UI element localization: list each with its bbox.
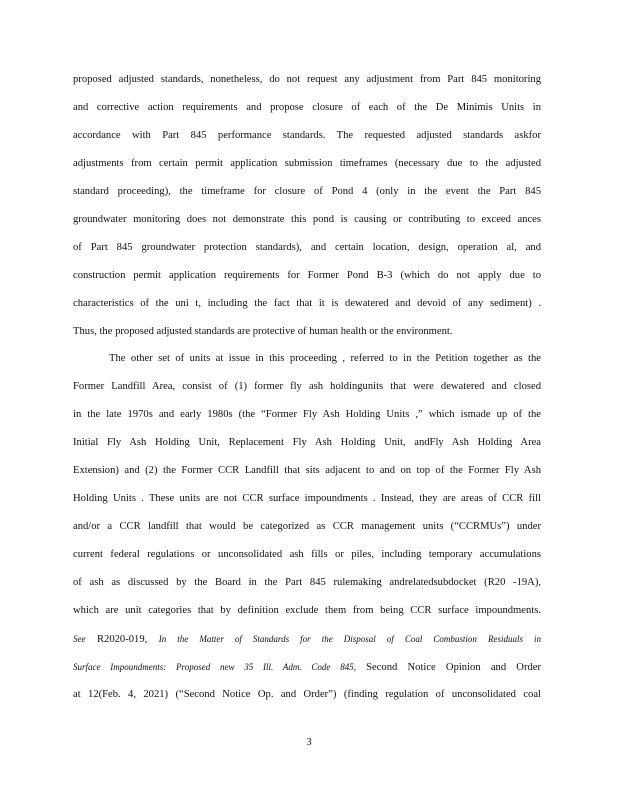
see-signal: See bbox=[73, 634, 86, 644]
citation-line bbox=[73, 660, 541, 674]
body-line: current federal regulations or unconsolidated ash fills or piles, including temporary accumulations bbox=[73, 549, 541, 560]
body-line: which are unit categories that by definition exclude them from being CCR surface impoundments. bbox=[73, 605, 541, 616]
body-line: in the late 1970s and early 1980s (the “Former Fly Ash Holding Units ,” which ismade up of the bbox=[73, 409, 541, 420]
paragraph-first-line: The other set of units at issue in this proceeding , referred to in the Petition together as the bbox=[109, 353, 541, 364]
body-line: Former Landfill Area, consist of (1) former fly ash holdingunits that were dewatered and closed bbox=[73, 381, 541, 392]
body-line: Extension) and (2) the Former CCR Landfill that sits adjacent to and on top of the Former Fly Ash bbox=[73, 465, 541, 476]
body-line: accordance with Part 845 performance standards. The requested adjusted standards askfor bbox=[73, 130, 541, 141]
body-line: characteristics of the uni t, including the fact that it is dewatered and devoid of any sediment) . bbox=[73, 298, 541, 309]
body-line: and corrective action requirements and propose closure of each of the De Minimis Units in bbox=[73, 102, 541, 113]
body-line: adjustments from certain permit application submission timeframes (necessary due to the adjusted bbox=[73, 158, 541, 169]
order-title: Second Notice Opinion and Order bbox=[366, 662, 541, 673]
body-line: Holding Units . These units are not CCR surface impoundments . Instead, they are areas of CCR fill bbox=[73, 493, 541, 504]
body-line: construction permit application requirements for Former Pond B-3 (which do not apply due to bbox=[73, 270, 541, 281]
body-line: groundwater monitoring does not demonstrate this pond is causing or contributing to exceed ances bbox=[73, 214, 541, 225]
docket-number: R2020-019, bbox=[96, 634, 148, 645]
body-line: standard proceeding), the timeframe for closure of Pond 4 (only in the event the Part 845 bbox=[73, 186, 541, 197]
case-title: In the Matter of Standards for the Disposal of Coal Combustion Residuals in bbox=[158, 634, 541, 644]
body-line: of ash as discussed by the Board in the Part 845 rulemaking andrelatedsubdocket (R20 -19A), bbox=[73, 577, 541, 588]
citation-line bbox=[73, 632, 541, 646]
body-line: at 12(Feb. 4, 2021) (“Second Notice Op. and Order”) (finding regulation of unconsolidated coal bbox=[73, 689, 541, 700]
body-line: of Part 845 groundwater protection standards), and certain location, design, operation al, and bbox=[73, 242, 541, 253]
paragraph-last-line: Thus, the proposed adjusted standards are protective of human health or the environment. bbox=[73, 326, 453, 337]
case-title-continued: Surface Impoundments: Proposed new 35 Ill. Adm. Code 845, bbox=[73, 662, 356, 672]
page-number: 3 bbox=[306, 737, 312, 748]
body-line: proposed adjusted standards, nonetheless, do not request any adjustment from Part 845 monitoring bbox=[73, 74, 541, 85]
body-line: and/or a CCR landfill that would be categorized as CCR management units (“CCRMUs”) under bbox=[73, 521, 541, 532]
body-line: Initial Fly Ash Holding Unit, Replacement Fly Ash Holding Unit, andFly Ash Holding Area bbox=[73, 437, 541, 448]
